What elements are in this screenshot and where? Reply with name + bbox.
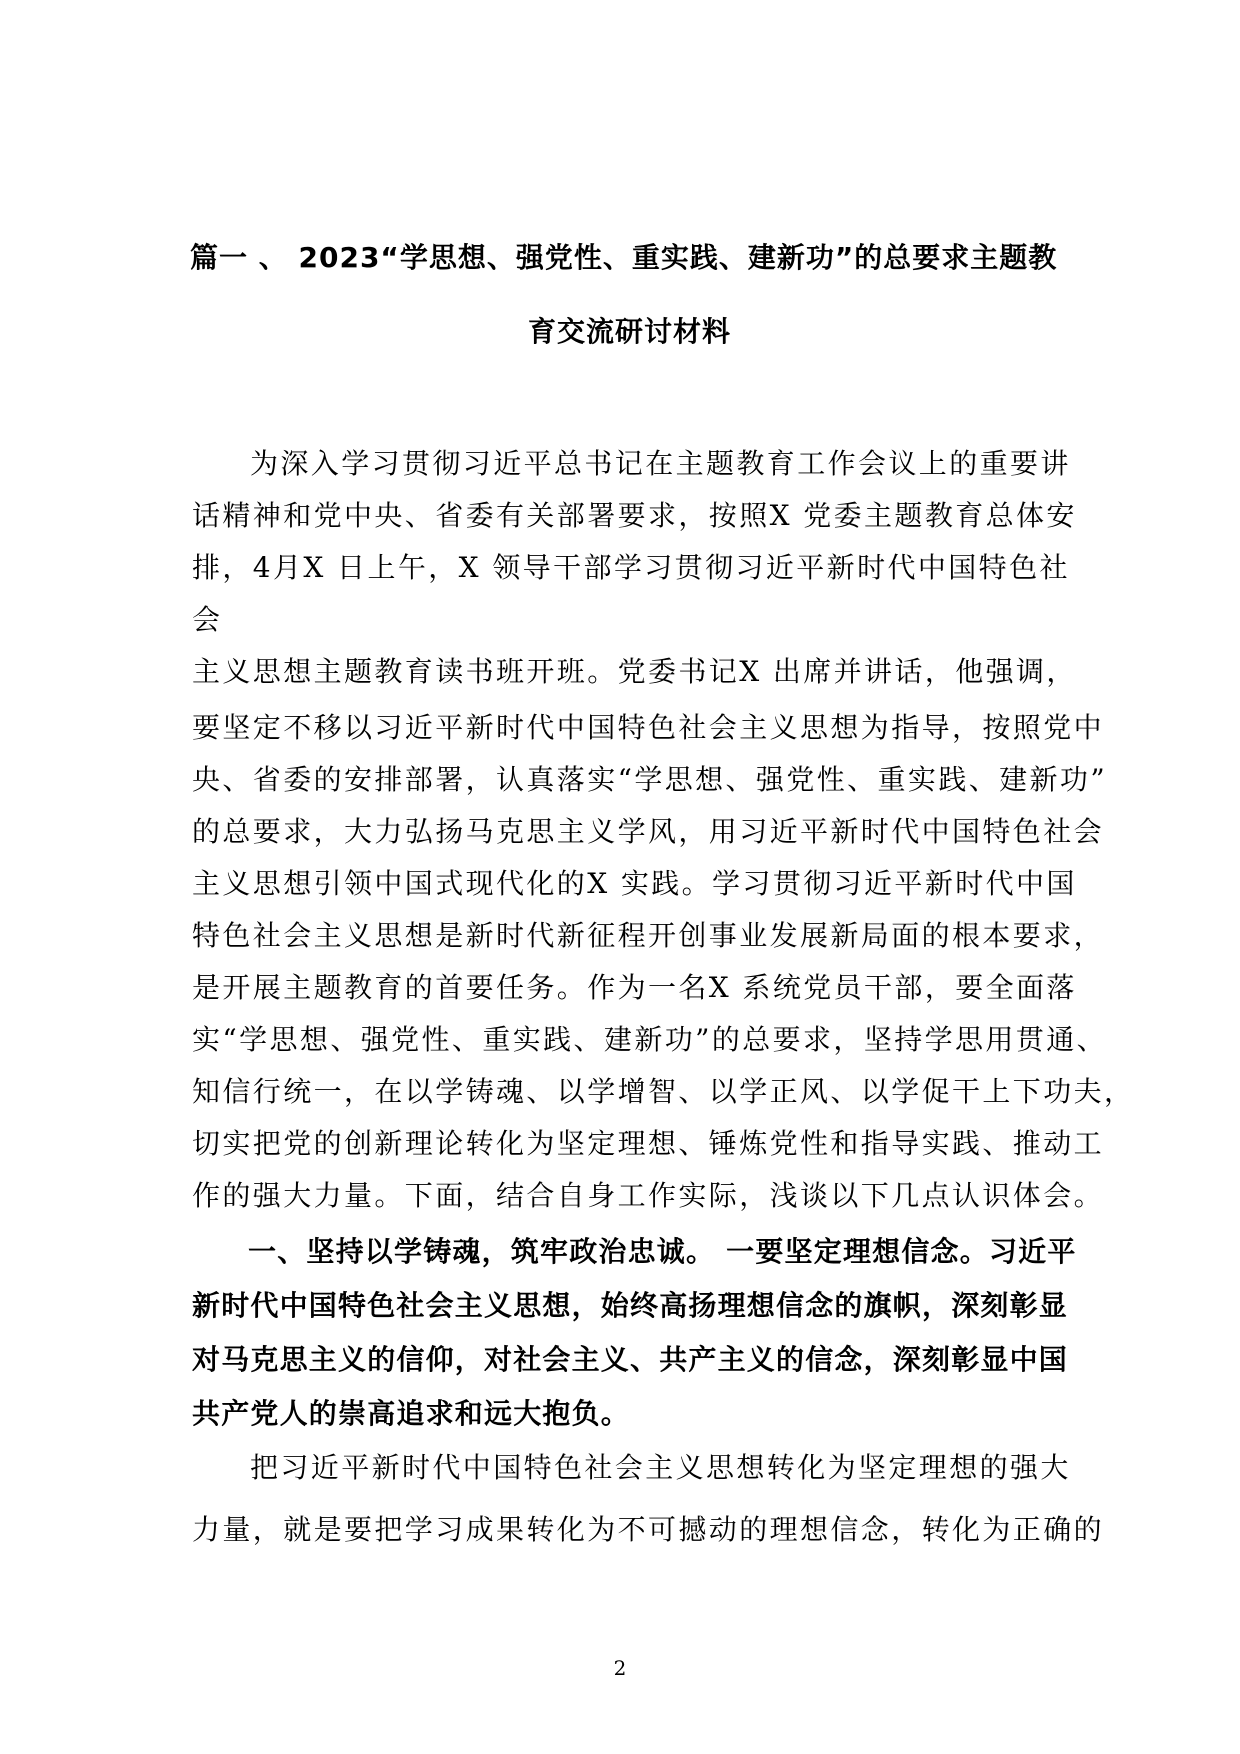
body-line: 的总要求，大力弘扬马克思主义学风，用习近平新时代中国特色社会 <box>192 815 1105 848</box>
body-line: 话精神和党中央、省委有关部署要求，按照X 党委主题教育总体安 <box>192 499 1077 532</box>
body-line: 知信行统一，在以学铸魂、以学增智、以学正风、以学促干上下功夫， <box>192 1075 1135 1108</box>
body-line: 切实把党的创新理论转化为坚定理想、锤炼党性和指导实践、推动工 <box>192 1127 1105 1160</box>
body-line: 主义思想引领中国式现代化的X 实践。学习贯彻习近平新时代中国 <box>192 867 1077 900</box>
body-line: 实“学思想、强党性、重实践、建新功”的总要求，坚持学思用贯通、 <box>192 1023 1108 1056</box>
body-line: 特色社会主义思想是新时代新征程开创事业发展新局面的根本要求， <box>192 919 1105 952</box>
section-heading-line: 一、坚持以学铸魂，筑牢政治忠诚。 一要坚定理想信念。习近平 <box>248 1235 1077 1268</box>
body-line: 排，4月X 日上午，X 领导干部学习贯彻习近平新时代中国特色社 <box>192 551 1070 584</box>
body-line: 是开展主题教育的首要任务。作为一名X 系统党员干部，要全面落 <box>192 971 1077 1004</box>
page-number: 2 <box>613 1656 627 1680</box>
body-line: 力量，就是要把学习成果转化为不可撼动的理想信念，转化为正确的 <box>192 1513 1105 1546</box>
body-line: 主义思想主题教育读书班开班。党委书记X 出席并讲话，他强调， <box>192 655 1077 688</box>
section-heading-line: 新时代中国特色社会主义思想，始终高扬理想信念的旗帜，深刻彰显 <box>192 1289 1069 1322</box>
body-line: 把习近平新时代中国特色社会主义思想转化为坚定理想的强大 <box>250 1451 1071 1484</box>
body-line: 会 <box>192 603 223 636</box>
title-line-1: 篇一 、 2023“学思想、强党性、重实践、建新功”的总要求主题教 <box>190 241 1058 274</box>
body-line: 要坚定不移以习近平新时代中国特色社会主义思想为指导，按照党中 <box>192 711 1105 744</box>
title-line-2: 育交流研讨材料 <box>528 315 732 348</box>
section-heading-line: 共产党人的崇高追求和远大抱负。 <box>192 1397 631 1430</box>
body-line: 为深入学习贯彻习近平总书记在主题教育工作会议上的重要讲 <box>250 447 1071 480</box>
body-line: 作的强大力量。下面，结合自身工作实际，浅谈以下几点认识体会。 <box>192 1179 1105 1212</box>
body-line: 央、省委的安排部署，认真落实“学思想、强党性、重实践、建新功” <box>192 763 1108 796</box>
section-heading-line: 对马克思主义的信仰，对社会主义、共产主义的信念，深刻彰显中国 <box>192 1343 1069 1376</box>
